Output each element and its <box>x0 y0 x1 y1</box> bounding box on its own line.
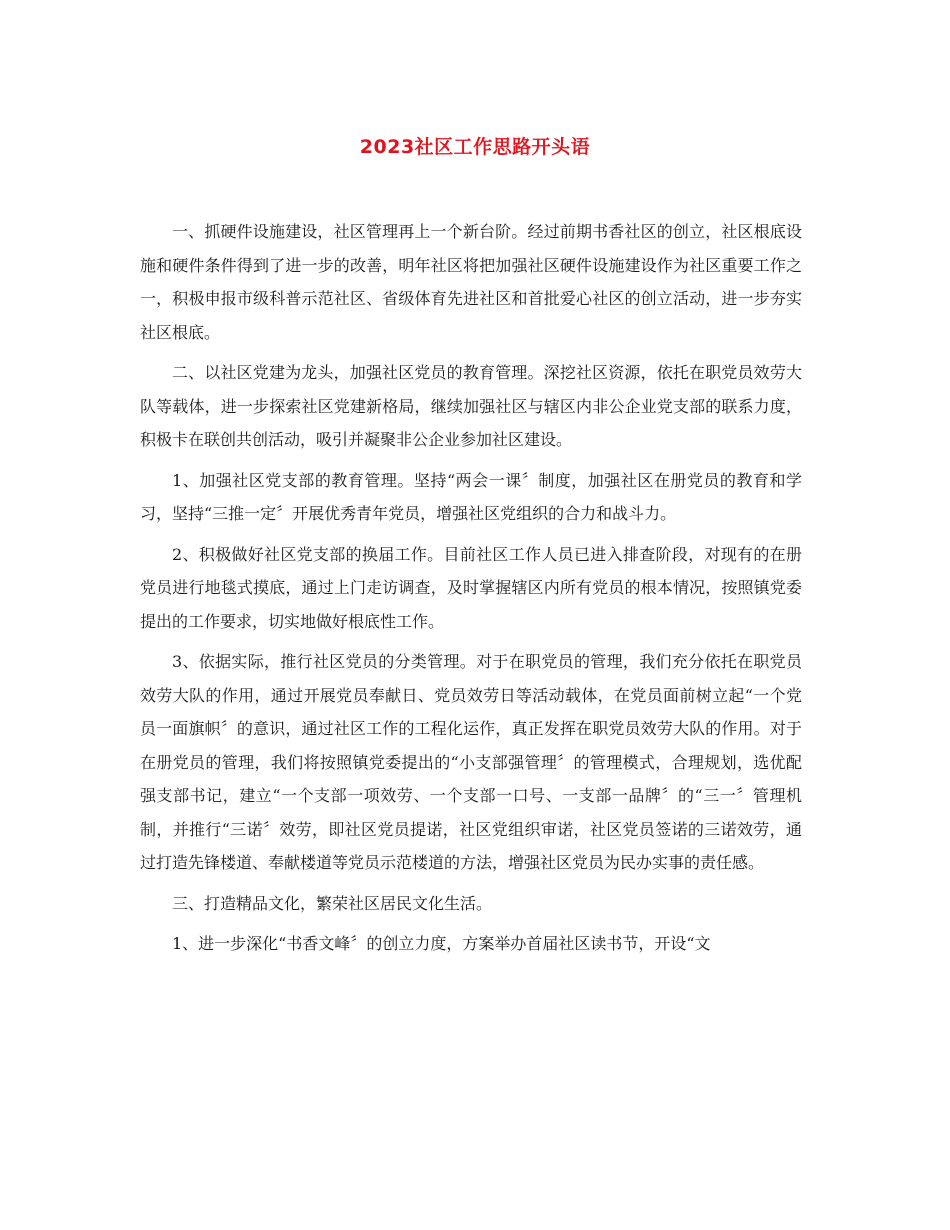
paragraph-reading-festival: 1、进一步深化“书香文峰〞的创立力度，方案举办首届社区读书节，开设“文 <box>172 934 711 953</box>
paragraph-classified-management: 3、依据实际，推行社区党员的分类管理。对于在职党员的管理，我们充分依托在职党员效劳大队的作用，通过开展党员奉献日、党员效劳日等活动载体，在党员面前树立起“一个党员一面旗帜〞的意识，通过社区工作的工程化运作，真正发挥在职党员效劳大队的作用。对于在册党员的管理，我们将按照镇党委提出的“小支部强管理〞的管理模式，合理规划，选优配强支部书记，建立“一个支部一项效劳、一个支部一口号、一支部一品牌〞的“三一〞管理机制，并推行“三诺〞效劳，即社区党员提诺，社区党组织审诺，社区党员签诺的三诺效劳，通过打造先锋楼道、奉献楼道等党员示范楼道的方法，增强社区党员为民办实事的责任感。 <box>140 652 802 872</box>
document-title: 2023社区工作思路开头语 <box>359 136 591 158</box>
paragraph-hardware-facilities: 一、抓硬件设施建设，社区管理再上一个新台阶。经过前期书香社区的创立，社区根底设施和硬件条件得到了进一步的改善，明年社区将把加强社区硬件设施建设作为社区重要工作之一，积极申报市级科普示范社区、省级体育先进社区和首批爱心社区的创立活动，进一步夯实社区根底。 <box>140 222 802 342</box>
paragraph-culture: 三、打造精品文化，繁荣社区居民文化生活。 <box>172 893 493 913</box>
document-body <box>140 215 802 968</box>
paragraph-branch-election: 2、积极做好社区党支部的换届工作。目前社区工作人员已进入排查阶段，对现有的在册党员进行地毯式摸底，通过上门走访调查，及时掌握辖区内所有党员的根本情况，按照镇党委提出的工作要求，切实地做好根底性工作。 <box>140 544 802 631</box>
paragraph-party-education: 1、加强社区党支部的教育管理。坚持“两会一课〞制度，加强社区在册党员的教育和学习，坚持“三推一定〞开展优秀青年党员，增强社区党组织的合力和战斗力。 <box>140 470 802 523</box>
paragraph-party-building: 二、以社区党建为龙头，加强社区党员的教育管理。深挖社区资源，依托在职党员效劳大队等载体，进一步探索社区党建新格局，继续加强社区与辖区内非公企业党支部的联系力度，积极卡在联创共创活动，吸引并凝聚非公企业参加社区建设。 <box>140 363 802 449</box>
